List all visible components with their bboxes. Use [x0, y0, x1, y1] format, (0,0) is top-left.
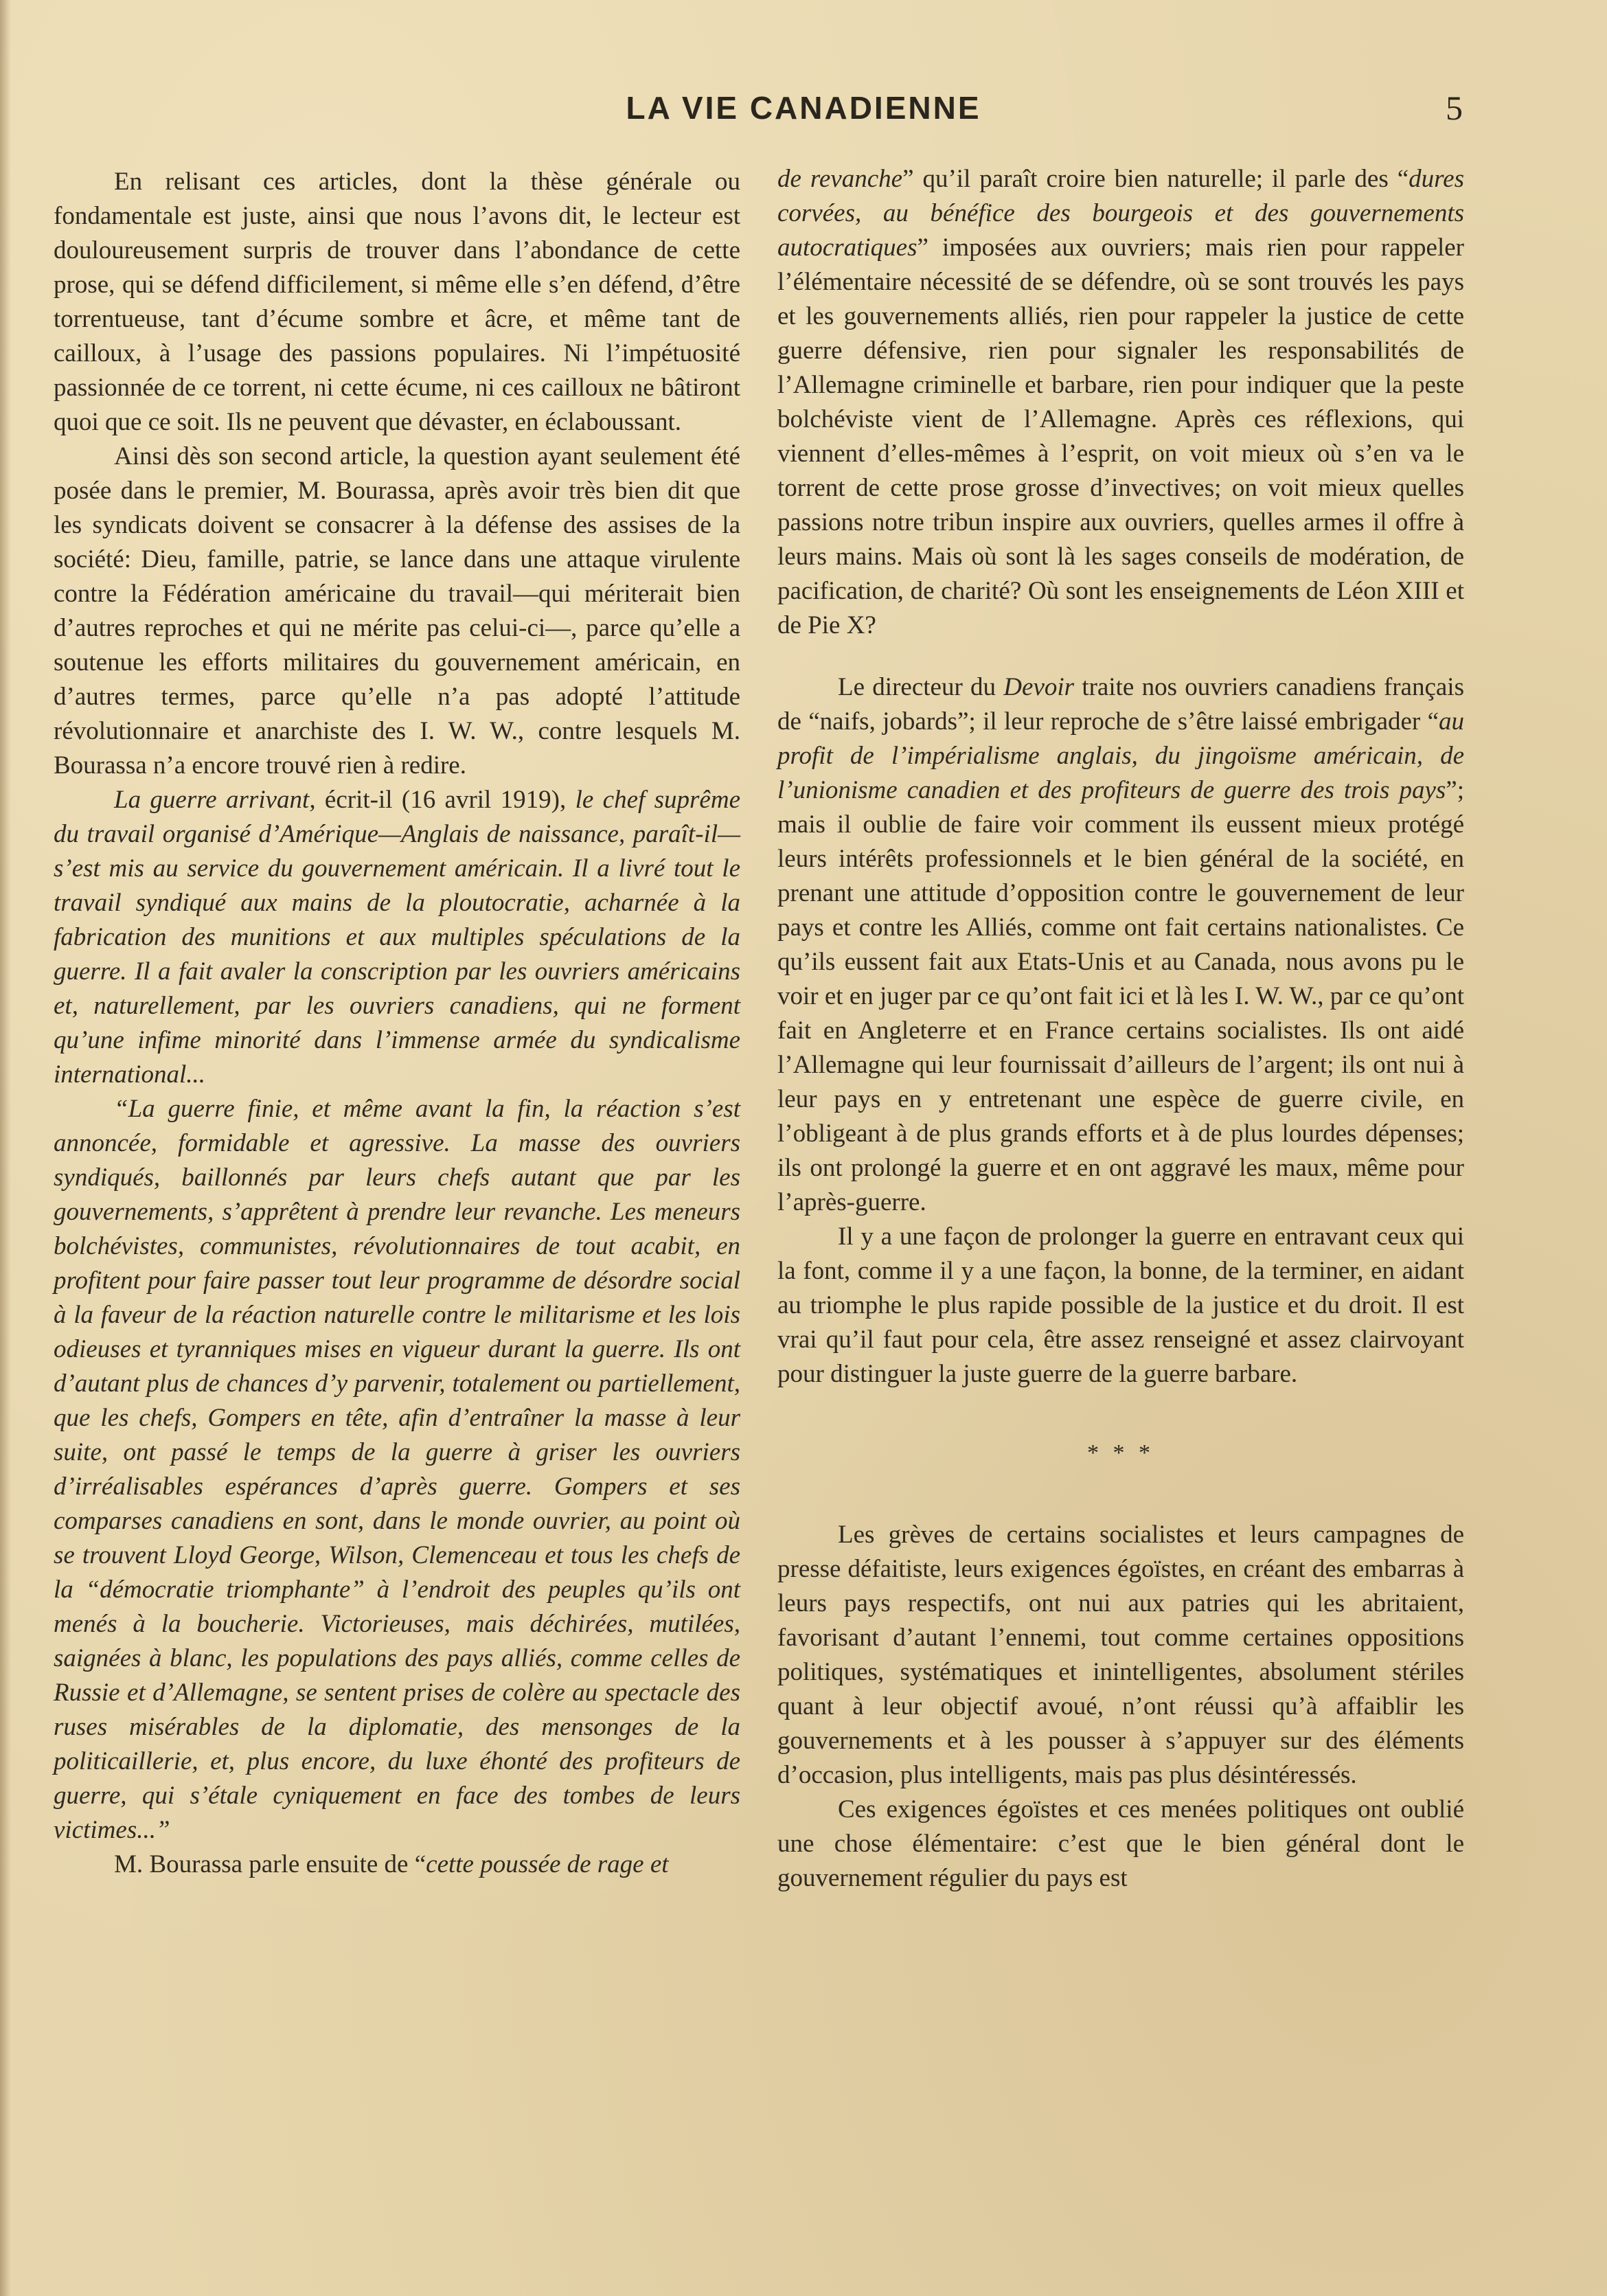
- right-paragraph-1: [777, 162, 1464, 643]
- right-p1-text-d: ” imposées aux ouvriers; mais rien pour rappeler l’élémentaire nécessité de se défendre, où se sont trouvés les pays et les gouvernements alliés, rien pour rappeler la justice de cette guerre défensive, rien pour signaler les responsabilités de l’Allemagne criminelle et barbare, rien pour indiquer que la peste bolchéviste vient de l’Allemagne. Après ces réflexions, qui viennent d’elles-mêmes à l’esprit, on voit mieux où s’en va le torrent de cette prose grosse d’invectives; on voit mieux quelles passions notre tribun inspire aux ouvriers, quelles armes il offre à leurs mains. Mais où sont là les sages conseils de modération, de pacification, de charité? Où sont les enseignements de Léon XIII et de Pie X?: [777, 234, 1464, 639]
- paragraph-5-italic: cette poussée de rage et: [426, 1850, 669, 1878]
- page-number: 5: [1446, 89, 1463, 127]
- left-paragraph-2: Ainsi dès son second article, la question ayant seulement été posée dans le premier, M. Bourassa, après avoir très bien dit que les syndicats doivent se consacrer à la défense des assises de la société: Dieu, famille, patrie, se lance dans une attaque virulente contre la Fédération américaine du travail—qui mériterait bien d’autres reproches et qui ne mérite pas celui-ci—, parce qu’elle a soutenue les efforts militaires du gouvernement américain, en d’autres termes, parce qu’elle n’a pas adopté l’attitude révolutionnaire et anarchiste des I. W. W., contre lesquels M. Bourassa n’a encore trouvé rien à redire.: [54, 442, 740, 780]
- right-p1-italic-c: dures corvées, au bénéfice des bourgeois et des gouvernements autocratiques: [777, 165, 1464, 262]
- right-p2-text-a: Le directeur du: [838, 673, 1004, 701]
- quote-attribution: écrit-il (16 avril 1919),: [315, 786, 575, 814]
- right-column: [777, 162, 1464, 1896]
- right-paragraph-5: Ces exigences égoïstes et ces menées politiques ont oublié une chose élémentaire: c’est que le bien général dont le gouvernement régulier du pays est: [777, 1795, 1464, 1892]
- right-p2-text-e: ”; mais il oublie de faire voir comment ils eussent mieux protégé leurs intérêts professionnels et le bien général de la société, en prenant une attitude d’opposition contre le gouvernement de leur pays et contre les Alliés, comme ont fait certains nationalistes. Ce qu’ils eussent fait aux Etats-Unis et au Canada, nous avons pu le voir et en juger par ce qu’ont fait ici et là les I. W. W., par ce qu’ont fait en Angleterre et en France certains socialistes. Ils ont aidé l’Allemagne qui leur fournissait d’ailleurs de l’argent; ils ont nui à leur pays en y entretenant une espèce de guerre civile, en l’obligeant à de plus grands efforts et à de plus lourdes dépenses; ils ont prolongé la guerre et en ont aggravé les maux, même pour l’après-guerre.: [777, 776, 1464, 1216]
- left-paragraph-3-quote: [54, 783, 740, 1092]
- right-p1-text-b: ” qu’il paraît croire bien naturelle; il parle des “: [902, 165, 1409, 193]
- right-p2-italic-d: au profit de l’impérialisme anglais, du jingoïsme américain, de l’unionisme canadien et des profiteurs de guerre des trois pays: [777, 707, 1464, 804]
- running-header-title: LA VIE CANADIENNE: [626, 90, 981, 126]
- binding-shadow: [0, 0, 11, 2296]
- right-paragraph-2: [777, 670, 1464, 1220]
- right-p2-text-c: traite nos ouvriers canadiens français de “naifs, jobards”; il leur reproche de s’être laissé embrigader “: [777, 673, 1464, 736]
- asterism-divider: * * *: [1087, 1440, 1154, 1466]
- right-paragraph-4: Les grèves de certains socialistes et leurs campagnes de presse défaitiste, leurs exigences égoïstes, en créant des embarras à leurs pays respectifs, ont nui aux patries qui les abritaient, favorisant d’autant l’ennemi, tout comme certaines oppositions politiques, systématiques et inintelligentes, absolument stériles quant à leur objectif avoué, n’ont réussi qu’à affaiblir les gouvernements et à les pousser à s’appuyer sur des éléments d’occasion, plus intelligents, mais pas plus désintéressés.: [777, 1521, 1464, 1789]
- quote-body-italic: le chef suprême du travail organisé d’Amérique—Anglais de naissance, paraît-il—s’est mis au service du gouvernement américain. Il a livré tout le travail syndiqué aux mains de la ploutocratie, acharnée à la fabrication des munitions et aux multiples spéculations de la guerre. Il a fait avaler la conscription par les ouvriers américains et, naturellement, par les ouvriers canadiens, qui ne forment qu’une infime minorité dans l’immense armée du syndicalisme international...: [54, 786, 740, 1089]
- devoir-newspaper-title: Devoir: [1003, 673, 1075, 701]
- left-paragraph-5: [54, 1848, 740, 1882]
- left-column: [54, 165, 740, 1882]
- left-paragraph-1: En relisant ces articles, dont la thèse générale ou fondamentale est juste, ainsi que nous l’avons dit, le lecteur est douloureusement surpris de trouver dans l’abondance de cette prose, qui se défend difficilement, si même elle s’en défend, d’être torrentueuse, tant d’écume sombre et âcre, et même tant de cailloux, à l’usage des passions populaires. Ni l’impétuosité passionnée de ce torrent, ni cette écume, ni ces cailloux ne bâtiront quoi que ce soit. Ils ne peuvent que dévaster, en éclaboussant.: [54, 168, 740, 436]
- quote-lead-italic: La guerre arrivant,: [114, 786, 316, 814]
- right-paragraph-3: Il y a une façon de prolonger la guerre en entravant ceux qui la font, comme il y a une façon, la bonne, de la terminer, en aidant au triomphe le plus rapide possible de la justice et du droit. Il est vrai qu’il faut pour cela, être assez renseigné et assez clairvoyant pour distinguer la juste guerre de la guerre barbare.: [777, 1223, 1464, 1388]
- quote-continuation-italic: “La guerre finie, et même avant la fin, la réaction s’est annoncée, formidable et agressive. La masse des ouvriers syndiqués, baillonnés par leurs chefs autant que par les gouvernements, s’apprêtent à prendre leur revanche. Les meneurs bolchévistes, communistes, révolutionnaires de tout acabit, en profitent pour faire passer tout leur programme de désordre social à la faveur de la réaction naturelle contre le militarisme et les lois odieuses et tyranniques mises en vigueur durant la guerre. Ils ont d’autant plus de chances d’y parvenir, totalement ou partiellement, que les chefs, Gompers en tête, afin d’entraîner la masse à leur suite, ont passé le temps de la guerre à griser les ouvriers d’irréalisables espérances d’après guerre. Gompers et ses comparses canadiens en sont, dans le monde ouvrier, au point où se trouvent Lloyd George, Wilson, Clemenceau et tous les chefs de la “démocratie triomphante” à l’endroit des peuples qu’ils ont menés à la boucherie. Victorieuses, mais déchirées, mutilées, saignées à blanc, les populations des pays alliés, comme celles de Russie et d’Allemagne, se sentent prises de colère au spectacle des ruses misérables de la diplomatie, des mensonges de la politicaillerie, et, plus encore, du luxe éhonté des profiteurs de guerre, qui s’étale cyniquement en face des tombes de leurs victimes...”: [54, 1095, 740, 1844]
- right-p1-italic-a: de revanche: [777, 165, 903, 193]
- left-paragraph-4-quote: [54, 1092, 740, 1848]
- paragraph-5-text: M. Bourassa parle ensuite de “: [114, 1850, 426, 1878]
